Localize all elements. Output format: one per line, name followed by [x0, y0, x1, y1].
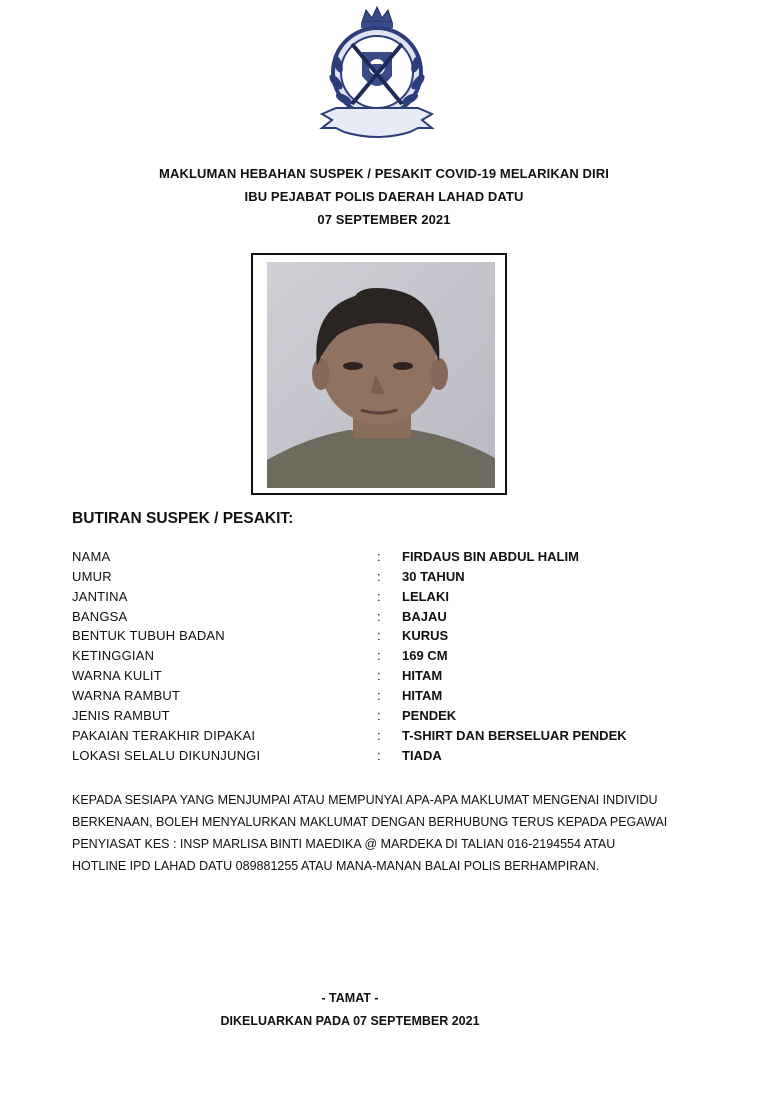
- detail-colon: :: [377, 628, 381, 643]
- royal-malaysia-police-crest-icon: [314, 4, 440, 152]
- detail-value: T-SHIRT DAN BERSELUAR PENDEK: [402, 728, 627, 743]
- detail-value: TIADA: [402, 748, 442, 763]
- police-crest-logo: [314, 4, 440, 152]
- detail-label: JANTINA: [72, 589, 128, 604]
- detail-value: PENDEK: [402, 708, 457, 723]
- detail-row-warna-rambut: [0, 688, 768, 708]
- detail-value: HITAM: [402, 688, 443, 703]
- detail-value: LELAKI: [402, 589, 449, 604]
- detail-label: JENIS RAMBUT: [72, 708, 170, 723]
- detail-colon: :: [377, 728, 381, 743]
- detail-label: PAKAIAN TERAKHIR DIPAKAI: [72, 728, 256, 743]
- detail-colon: :: [377, 609, 381, 624]
- detail-value: FIRDAUS BIN ABDUL HALIM: [402, 549, 579, 564]
- detail-colon: :: [377, 668, 381, 683]
- detail-label: NAMA: [72, 549, 111, 564]
- detail-value: 169 CM: [402, 648, 448, 663]
- detail-row-umur: [0, 569, 768, 589]
- notice-line: KEPADA SESIAPA YANG MENJUMPAI ATAU MEMPUNYAI APA-APA MAKLUMAT MENGENAI INDIVIDU: [72, 793, 658, 807]
- detail-colon: :: [377, 688, 381, 703]
- suspect-portrait-photo: [267, 262, 495, 488]
- detail-label: UMUR: [72, 569, 112, 584]
- contact-notice-paragraph: [72, 789, 712, 877]
- detail-value: BAJAU: [402, 609, 447, 624]
- detail-row-ketinggian: [0, 648, 768, 668]
- detail-value: HITAM: [402, 668, 443, 683]
- detail-row-jenis-rambut: [0, 708, 768, 728]
- details-section-title: BUTIRAN SUSPEK / PESAKIT:: [72, 510, 294, 527]
- notice-office: IBU PEJABAT POLIS DAERAH LAHAD DATU: [244, 189, 524, 204]
- detail-row-warna-kulit: [0, 668, 768, 688]
- detail-colon: :: [377, 569, 381, 584]
- notice-title: MAKLUMAN HEBAHAN SUSPEK / PESAKIT COVID-19 MELARIKAN DIRI: [159, 166, 609, 181]
- detail-colon: :: [377, 708, 381, 723]
- end-marker: - TAMAT -: [321, 991, 379, 1005]
- detail-label: BANGSA: [72, 609, 128, 624]
- detail-row-jantina: [0, 589, 768, 609]
- detail-row-bangsa: [0, 609, 768, 629]
- detail-row-lokasi: [0, 748, 768, 768]
- detail-label: LOKASI SELALU DIKUNJUNGI: [72, 748, 261, 763]
- detail-row-bentuk-tubuh: [0, 628, 768, 648]
- notice-line: HOTLINE IPD LAHAD DATU 089881255 ATAU MANA-MANAN BALAI POLIS BERHAMPIRAN.: [72, 859, 600, 873]
- suspect-photo-frame: [251, 253, 507, 495]
- detail-value: KURUS: [402, 628, 449, 643]
- detail-label: KETINGGIAN: [72, 648, 155, 663]
- detail-colon: :: [377, 648, 381, 663]
- detail-colon: :: [377, 549, 381, 564]
- notice-line: BERKENAAN, BOLEH MENYALURKAN MAKLUMAT DENGAN BERHUBUNG TERUS KEPADA PEGAWAI: [72, 815, 668, 829]
- notice-line: PENYIASAT KES : INSP MARLISA BINTI MAEDIKA @ MARDEKA DI TALIAN 016-2194554 ATAU: [72, 837, 616, 851]
- detail-label: WARNA RAMBUT: [72, 688, 181, 703]
- notice-date: 07 SEPTEMBER 2021: [317, 212, 451, 227]
- detail-value: 30 TAHUN: [402, 569, 465, 584]
- detail-row-pakaian: [0, 728, 768, 748]
- detail-colon: :: [377, 748, 381, 763]
- detail-row-nama: [0, 549, 768, 569]
- detail-label: WARNA KULIT: [72, 668, 162, 683]
- issued-date: DIKELUARKAN PADA 07 SEPTEMBER 2021: [220, 1014, 480, 1028]
- detail-label: BENTUK TUBUH BADAN: [72, 628, 225, 643]
- detail-colon: :: [377, 589, 381, 604]
